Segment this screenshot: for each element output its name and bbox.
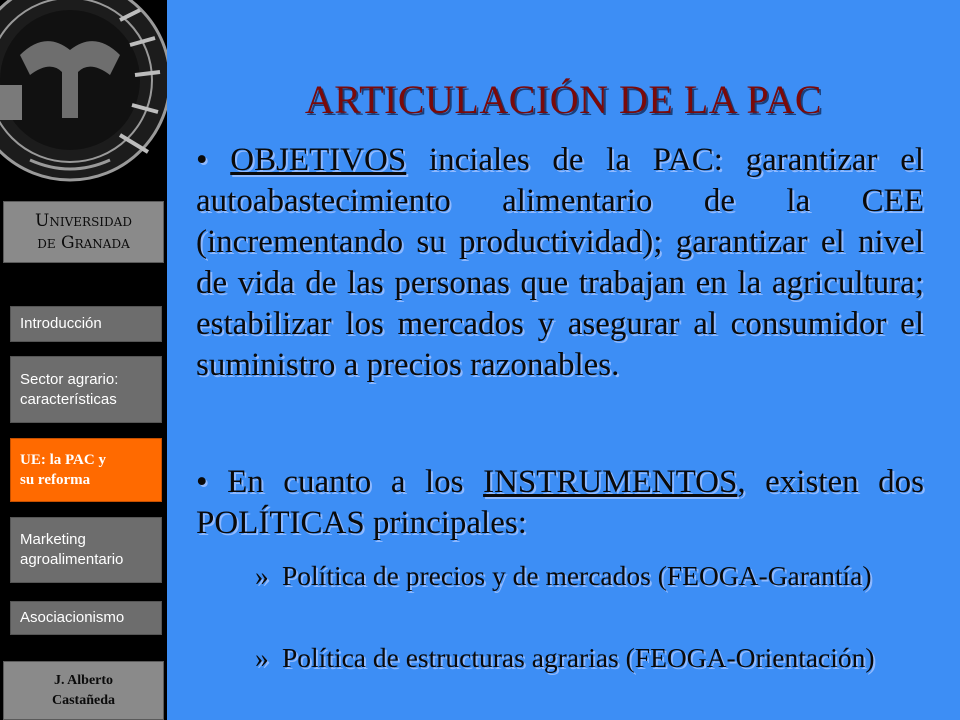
university-line-1: Universidad — [35, 211, 132, 231]
sub-bullet-marker: » — [255, 560, 269, 591]
bullet-text-before: En cuanto a los — [227, 464, 484, 500]
keyword-objetivos: OBJETIVOS — [230, 142, 407, 178]
nav-label-line-1: Marketing — [20, 531, 86, 548]
nav-item-introduccion[interactable] — [10, 306, 162, 342]
sidebar — [0, 0, 167, 720]
slide-title: ARTICULACIÓN DE LA PAC — [304, 77, 823, 122]
bullet-text: inciales de la PAC: garantizar el autoabastecimiento alimentario de la CEE (incrementando su productividad); garantizar el nivel de vida de las personas que trabajan en la agricultura; estabilizar los mercados y asegurar al consumidor el suministro a precios razonables. — [196, 142, 925, 383]
author-label — [3, 661, 164, 720]
bullet-instrumentos — [196, 462, 924, 544]
nav-label-line-1: UE: la PAC y — [20, 452, 106, 468]
sub-item-estructuras — [255, 640, 950, 675]
keyword-instrumentos: INSTRUMENTOS — [483, 464, 738, 500]
sub-item-precios — [255, 558, 950, 593]
sub-bullet-marker: » — [255, 642, 269, 673]
nav-label-line-2: características — [20, 390, 117, 408]
bullet-text-after: , existen dos POLÍTICAS principales: — [196, 464, 924, 541]
sub-item-text: Política de estructuras agrarias (FEOGA-Orientación) — [282, 642, 875, 673]
nav-label: Introducción — [20, 315, 102, 332]
bullet-marker: • — [196, 464, 208, 500]
nav-label: Asociacionismo — [20, 609, 125, 626]
sub-item-text: Política de precios y de mercados (FEOGA-Garantía) — [282, 560, 872, 591]
nav-item-sector-agrario[interactable] — [10, 356, 162, 423]
author-line-1: J. Alberto — [53, 672, 114, 688]
author-line-2: Castañeda — [51, 692, 115, 708]
bullet-objetivos — [196, 140, 924, 386]
university-line-2: de Granada — [37, 233, 130, 253]
nav-label-line-2: su reforma — [20, 472, 91, 488]
nav-label-line-1: Sector agrario: — [20, 370, 119, 388]
nav-item-asociacionismo[interactable] — [10, 601, 162, 635]
bullet-marker: • — [196, 142, 208, 178]
nav-label-line-2: agroalimentario — [20, 551, 124, 568]
university-label — [3, 201, 164, 263]
nav-item-ue-pac[interactable] — [10, 438, 162, 502]
nav-item-marketing[interactable] — [10, 517, 162, 583]
university-seal-logo — [0, 0, 167, 200]
